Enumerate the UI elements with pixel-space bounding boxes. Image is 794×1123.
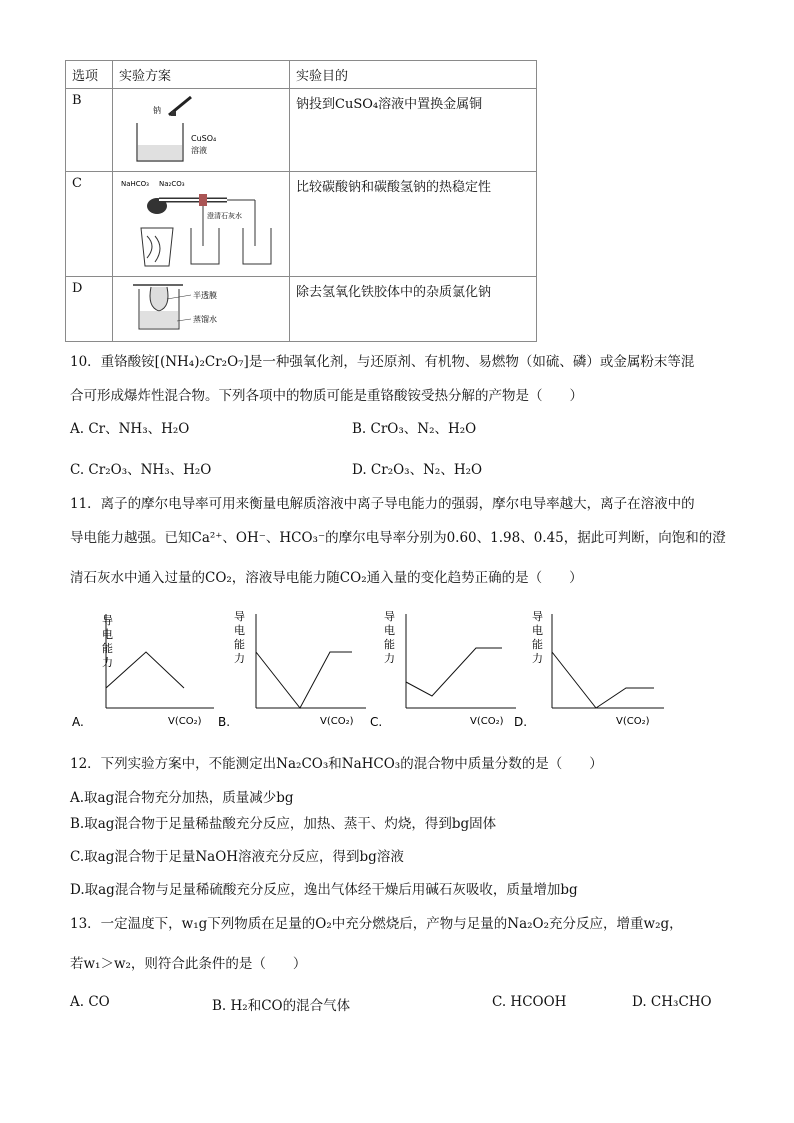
- q12-option-d: D.取ag混合物与足量稀硫酸充分反应，逸出气体经干燥后用碱石灰吸收，质量增加bg: [70, 882, 578, 898]
- beaker-right-icon: [243, 228, 271, 264]
- graph-d-label: D.: [514, 715, 528, 729]
- graph-b-xlabel: V(CO₂): [320, 716, 354, 727]
- thermal-stability-diagram: [119, 176, 279, 268]
- header-option: 选项: [66, 61, 113, 89]
- graph-c: [384, 610, 516, 727]
- stopper-icon: [199, 194, 207, 206]
- graph-d-xlabel: V(CO₂): [616, 716, 650, 727]
- graph-d: [532, 610, 664, 727]
- graph-a-xlabel: V(CO₂): [168, 716, 202, 727]
- q13-line2: 若w₁＞w₂，则符合此条件的是（ ）: [70, 956, 307, 972]
- row-d-diagram: [113, 277, 290, 342]
- svg-text:力: 力: [384, 652, 395, 665]
- row-d-option: D: [66, 277, 113, 342]
- q13-option-d: D. CH₃CHO: [632, 994, 712, 1010]
- sodium-label: 钠: [153, 106, 161, 115]
- header-plan: 实验方案: [113, 61, 290, 89]
- q10-line1: 10．重铬酸铵[(NH₄)₂Cr₂O₇]是一种强氧化剂，与还原剂、有机物、易燃物（如硫、磷）或金属粉末等混: [70, 354, 695, 370]
- svg-text:电: 电: [234, 624, 245, 637]
- graph-b: [234, 610, 366, 727]
- q10-option-d: D. Cr₂O₃、N₂、H₂O: [352, 462, 483, 478]
- row-d-purpose: 除去氢氧化铁胶体中的杂质氯化钠: [290, 277, 537, 342]
- q13-option-c: C. HCOOH: [492, 994, 567, 1010]
- membrane-label: 半透膜: [193, 291, 217, 300]
- row-c-purpose: 比较碳酸钠和碳酸氢钠的热稳定性: [290, 172, 537, 277]
- cuso4-label: CuSO₄: [191, 134, 217, 143]
- nahco3-label: NaHCO₃: [121, 180, 149, 188]
- membrane-bag-icon: [150, 287, 168, 311]
- q10-option-c: C. Cr₂O₃、NH₃、H₂O: [70, 462, 212, 478]
- q10-line2: 合可形成爆炸性混合物。下列各项中的物质可能是重铬酸铵受热分解的产物是（ ）: [70, 388, 583, 404]
- dialysis-diagram: [119, 281, 269, 333]
- water-label: 蒸馏水: [193, 315, 217, 324]
- q10-option-a: A. Cr、NH₃、H₂O: [70, 421, 190, 437]
- svg-text:能: 能: [532, 638, 543, 651]
- graph-c-xlabel: V(CO₂): [470, 716, 504, 727]
- na2co3-label: Na₂CO₃: [159, 180, 185, 188]
- graph-c-curve: [406, 648, 502, 696]
- svg-text:导: 导: [532, 610, 543, 623]
- q11-line1: 11．离子的摩尔电导率可用来衡量电解质溶液中离子导电能力的强弱，摩尔电导率越大，离子在溶液中的: [70, 496, 695, 512]
- svg-text:力: 力: [234, 652, 245, 665]
- q12-option-a: A.取ag混合物充分加热，质量减少bg: [70, 790, 294, 806]
- svg-text:电: 电: [532, 624, 543, 637]
- limewater-label: 澄清石灰水: [207, 212, 242, 220]
- graph-c-ylabel: [384, 610, 395, 665]
- graph-a-ylabel: [102, 614, 113, 669]
- row-b-option: B: [66, 89, 113, 172]
- graph-b-curve: [256, 652, 352, 708]
- q12-option-b: B.取ag混合物于足量稀盐酸充分反应，加热、蒸干、灼烧，得到bg固体: [70, 816, 497, 832]
- solution-label: 溶液: [191, 146, 207, 155]
- q13-option-a: A. CO: [70, 994, 110, 1010]
- svg-text:力: 力: [532, 652, 543, 665]
- lamp-icon: [141, 228, 173, 266]
- header-purpose: 实验目的: [290, 61, 537, 89]
- graph-d-curve: [552, 652, 654, 708]
- svg-text:导: 导: [384, 610, 395, 623]
- q13-line1: 13．一定温度下，w₁g下列物质在足量的O₂中充分燃烧后，产物与足量的Na₂O₂充分反应，增重w₂g，: [70, 916, 683, 932]
- q12-option-c: C.取ag混合物于足量NaOH溶液充分反应，得到bg溶液: [70, 849, 404, 865]
- graph-a-curve: [106, 652, 184, 688]
- graph-d-ylabel: [532, 610, 543, 665]
- sodium-piece-icon: [171, 111, 176, 116]
- q11-line3: 清石灰水中通入过量的CO₂，溶液导电能力随CO₂通入量的变化趋势正确的是（ ）: [70, 570, 583, 586]
- graph-b-ylabel: [234, 610, 245, 665]
- graph-a: [102, 614, 214, 727]
- svg-text:力: 力: [102, 656, 113, 669]
- beaker-left-icon: [191, 228, 219, 264]
- experiment-table: [65, 60, 537, 342]
- svg-text:能: 能: [102, 642, 113, 655]
- row-c-diagram: [113, 172, 290, 277]
- graph-c-label: C.: [370, 715, 383, 729]
- svg-text:能: 能: [384, 638, 395, 651]
- svg-text:导: 导: [102, 614, 113, 627]
- svg-text:能: 能: [234, 638, 245, 651]
- q13-option-b: B. H₂和CO的混合气体: [212, 998, 351, 1014]
- q11-line2: 导电能力越强。已知Ca²⁺、OH⁻、HCO₃⁻的摩尔电导率分别为0.60、1.98、0.45，据此可判断，向饱和的澄: [70, 530, 726, 546]
- conductivity-graphs: [60, 600, 740, 730]
- svg-text:电: 电: [102, 628, 113, 641]
- graph-b-label: B.: [218, 715, 231, 729]
- row-b-purpose: 钠投到CuSO₄溶液中置换金属铜: [290, 89, 537, 172]
- svg-text:电: 电: [384, 624, 395, 637]
- svg-text:导: 导: [234, 610, 245, 623]
- row-b-diagram: [113, 89, 290, 172]
- graph-a-label: A.: [72, 715, 84, 729]
- q12-stem: 12．下列实验方案中，不能测定出Na₂CO₃和NaHCO₃的混合物中质量分数的是（ ）: [70, 756, 603, 772]
- q10-option-b: B. CrO₃、N₂、H₂O: [352, 421, 477, 437]
- sodium-beaker-diagram: [119, 93, 269, 163]
- row-c-option: C: [66, 172, 113, 277]
